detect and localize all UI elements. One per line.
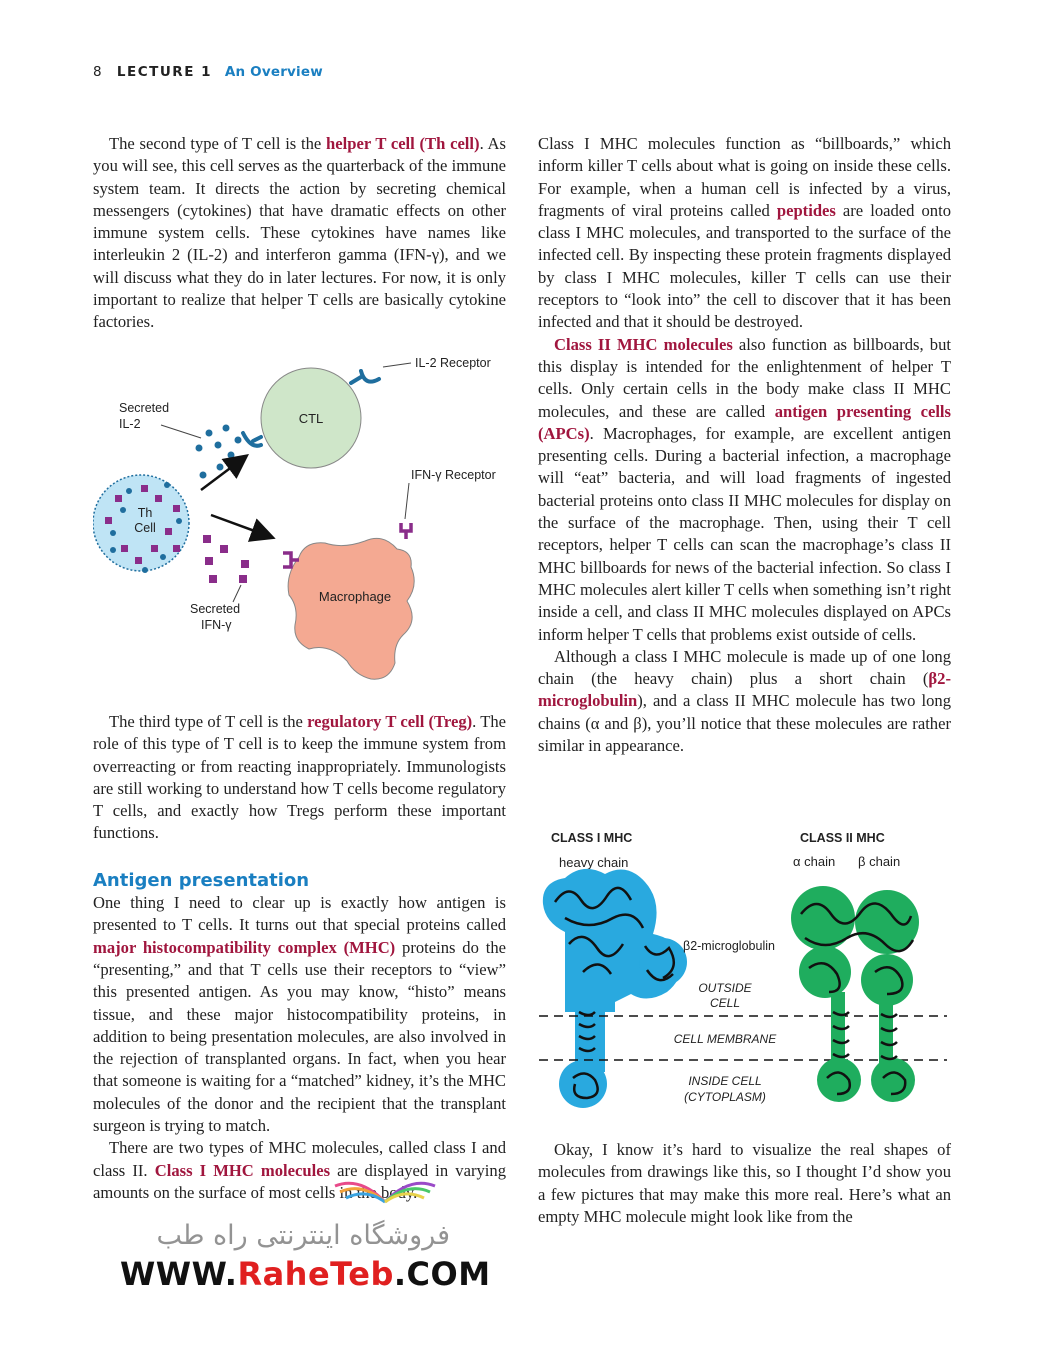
paragraph-antigen-presentation: One thing I need to clear up is exactly how antigen is presented to T cells. It turns out that special proteins called major histocompatibility complex (MHC) proteins do the “presenting,” and that T cells use their receptors to “view” this presented antigen. As you may know, “histo” means tissue, and these major histocompatibility proteins, in addition to being presentation molecules, are also involved in the rejection of transplanted organs. In fact, when you hear that someone is waiting for a “matched” kidney, it’s the MHC molecules of the donor and the recipient that the transplant surgeon is trying to match. [93, 893, 506, 1136]
outside-label-2: CELL [709, 996, 741, 1010]
mhc-figure [535, 822, 955, 1122]
class2-title: CLASS II MHC [800, 831, 885, 845]
class1-molecule [543, 869, 687, 1108]
arrow-to-macrophage [211, 515, 271, 537]
watermark [120, 1220, 491, 1293]
right-column-bottom [538, 1139, 951, 1228]
ifn-molecules [203, 535, 249, 583]
class2-molecule [791, 886, 919, 1102]
membrane-label: CELL MEMBRANE [673, 1032, 777, 1046]
cytokine-figure [93, 345, 513, 690]
watermark-book-icon [330, 1172, 440, 1206]
section-title: An Overview [224, 64, 323, 80]
il2-molecules [196, 425, 242, 479]
paragraph-visualize: Okay, I know it’s hard to visualize the real shapes of molecules from drawings like this, so I thought I’d show you a few pictures that may make this more real. Here’s what an empty MHC molecule might look like from the [538, 1140, 951, 1226]
page-number: 8 [93, 64, 103, 80]
alpha-chain-label: α chain [793, 854, 836, 869]
left-column-top [93, 133, 506, 334]
running-header [93, 64, 323, 80]
inside-label-1: INSIDE CELL [688, 1074, 762, 1088]
paragraph-mhc-types: There are two types of MHC molecules, called class I and class II. Class I MHC molecules are displayed in varying amounts on the surface of most cells in the body. [93, 1138, 506, 1202]
th-label-2: Cell [134, 521, 156, 535]
left-column-bottom [93, 711, 506, 1204]
ctl-receptor [243, 433, 261, 446]
secreted-ifn-label-1: Secreted [190, 602, 241, 616]
ifn-receptor-top [401, 523, 411, 539]
paragraph-treg: The third type of T cell is the regulatory T cell (Treg). The role of this type of T cell is to keep the immune system from overreacting or from reacting inappropriately. Immunologists are still working to understand how T cells become regulatory T cells, and exactly how Tregs perform these important functions. [93, 712, 507, 843]
arrow-to-ctl [201, 457, 245, 490]
beta-chain-label: β chain [858, 854, 901, 869]
inside-label-2: (CYTOPLASM) [684, 1090, 766, 1104]
ctl-label: CTL [298, 411, 324, 426]
macrophage-label: Macrophage [318, 589, 392, 604]
paragraph-billboards: Class I MHC molecules function as “billboards,” which inform killer T cells about what is going on inside these cells. For example, when a human cell is infected by a virus, fragments of viral proteins called peptides are loaded onto class I MHC molecules, and transported to the surface of the infected cell. By inspecting these protein fragments displayed by class I MHC molecules, killer T cells can use their receptors to “look into” the cell to discover that it has been infected and that it should be destroyed. [538, 134, 951, 332]
outside-label-1: OUTSIDE [698, 981, 752, 995]
heavy-chain-label: heavy chain [559, 855, 629, 870]
right-column-top [538, 133, 951, 757]
secreted-ifn-label-2: IFN-γ [201, 618, 232, 632]
secreted-il2-label-1: Secreted [119, 401, 170, 415]
watermark-url: WWW.RaheTeb.COM [120, 1255, 491, 1293]
ifn-receptor-label: IFN-γ Receptor [411, 468, 496, 482]
secreted-il2-label-2: IL-2 [119, 417, 141, 431]
macrophage-cell [288, 538, 414, 679]
class1-title: CLASS I MHC [551, 831, 633, 845]
il2-receptor-label: IL-2 Receptor [415, 356, 491, 370]
b2m-label: β2-microglobulin [683, 939, 775, 953]
watermark-persian: فروشگاه اینترنتی راه طب [156, 1220, 450, 1251]
section-heading: Antigen presentation [93, 869, 310, 891]
paragraph-chains: Although a class I MHC molecule is made up of one long chain (the heavy chain) plus a short chain (β2-microglobulin), and a class II MHC molecule has two long chains (α and β), you’ll notice that these molecules are rather similar in appearance. [538, 646, 951, 756]
paragraph-helper-t: The second type of T cell is the helper T cell (Th cell). As you will see, this cell serves as the quarterback of the immune system team. It directs the action by secreting chemical messengers (cytokines) that have dramatic effects on other immune system cells. These cytokines have names like interleukin 2 (IL-2) and interferon gamma (IFN-γ), and we will discuss what they do in later lectures. For now, it is only important to realize that helper T cells are basically cytokine factories. [93, 134, 506, 332]
il2-receptor [351, 371, 379, 383]
lecture-label: LECTURE 1 [116, 64, 213, 80]
th-label-1: Th [137, 506, 153, 520]
paragraph-class-ii: Class II MHC molecules also function as billboards, but this display is intended for the enlightenment of helper T cells. Only certain cells in the body make class II MHC molecules, and these are called antigen presenting cells (APCs). Macrophages, for example, are excellent antigen presenting cells. During a bacterial infection, a macrophage will “eat” bacteria, and will load fragments of ingested bacterial proteins onto class II MHC molecules for display on the surface of the macrophage. Then, using their T cell receptors, helper T cells can scan the macrophage’s class II MHC billboards for news of the bacterial infection. So class I MHC molecules alert killer T cells when something isn’t right inside a cell, and class II MHC molecules displayed on APCs inform helper T cells that problems exist outside of cells. [538, 334, 951, 644]
